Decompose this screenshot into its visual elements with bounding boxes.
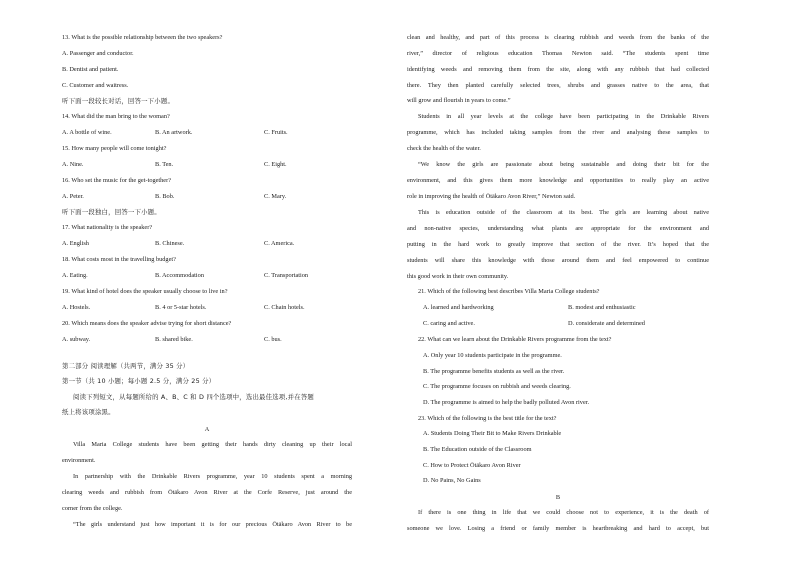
option-22b: B. The programme benefits students as well as the river. <box>423 368 565 375</box>
option-21c: C. caring and active. <box>423 320 475 327</box>
option-16b: B. Bob. <box>155 193 175 200</box>
question-21: 21. Which of the following best describes Villa Maria College students? <box>418 288 600 295</box>
option-18c: C. Transportation <box>264 272 309 279</box>
option-13c: C. Customer and waitress. <box>62 82 129 89</box>
section1-instruction-line2: 纸上将该项涂黑。 <box>62 408 115 416</box>
option-20b: B. shared bike. <box>155 336 193 343</box>
option-23c: C. How to Protect Ōtākaro Avon River <box>423 462 521 469</box>
passage-a-line: there. They then planted carefully selected trees, shrubs and grasses native to the area, that <box>407 82 709 89</box>
question-17: 17. What nationality is the speaker? <box>62 224 153 231</box>
passage-a-line: “The girls understand just how important it is for our precious Ōtākaro Avon River to be <box>73 521 352 528</box>
passage-a-line: “We know the girls are passionate about being sustainable and doing their bit for the <box>418 161 709 168</box>
question-13: 13. What is the possible relationship between the two speakers? <box>62 34 223 41</box>
option-17a: A. English <box>62 240 89 247</box>
passage-a-line: environment. <box>62 457 96 464</box>
section1-title: 第一节（共 10 小题；每小题 2.5 分，满分 25 分） <box>62 377 216 385</box>
listening-instruction-17-20: 听下面一段独白，回答一下小题。 <box>62 208 161 216</box>
passage-a-line: clean and healthy, and part of this process is clearing rubbish and weeds from the banks of the <box>407 34 709 41</box>
passage-a-line: corner from the college. <box>62 505 123 512</box>
option-13b: B. Dentist and patient. <box>62 66 119 73</box>
passage-a-line: putting in the hard work to greatly improve that section of the river. It’s hoped that the <box>407 241 709 248</box>
option-19c: C. Chain hotels. <box>264 304 305 311</box>
question-16: 16. Who set the music for the get-together? <box>62 177 171 184</box>
question-23: 23. Which of the following is the best title for the text? <box>418 415 557 422</box>
passage-a-line: check the health of the water. <box>407 145 481 152</box>
passage-a-line: identifying weeds and removing them from the site, along with any rubbish that had collected <box>407 66 709 73</box>
option-14a: A. A bottle of wine. <box>62 129 112 136</box>
passage-b-line: If there is one thing in life that we could choose not to experience, it is the death of <box>418 509 709 516</box>
passage-a-line: river,” director of religious education Thomas Newton said. “The students spent time <box>407 50 709 57</box>
option-17b: B. Chinese. <box>155 240 185 247</box>
option-20c: C. bus. <box>264 336 282 343</box>
option-18b: B. Accommodation <box>155 272 204 279</box>
option-19b: B. 4 or 5-star hotels. <box>155 304 207 311</box>
passage-a-line: In partnership with the Drinkable Rivers programme, year 10 students spent a morning <box>73 473 352 480</box>
passage-a-line: will grow and flourish in years to come.” <box>407 97 511 104</box>
passage-a-line: clearing weeds and rubbish from Ōtākaro Avon River at the Corfe Reserve, just around the <box>62 489 352 496</box>
option-15a: A. Nine. <box>62 161 84 168</box>
question-20: 20. Which means does the speaker advise trying for short distance? <box>62 320 232 327</box>
option-15b: B. Ten. <box>155 161 174 168</box>
passage-a-line: role in improving the health of Ōtākaro Avon River,” Newton said. <box>407 193 576 200</box>
option-22a: A. Only year 10 students participate in the programme. <box>423 352 562 359</box>
option-16c: C. Mary. <box>264 193 287 200</box>
option-21d: D. considerate and determined <box>568 320 645 327</box>
passage-a-label: A <box>204 426 210 433</box>
option-23d: D. No Pains, No Gains <box>423 477 481 484</box>
question-22: 22. What can we learn about the Drinkable Rivers programme from the text? <box>418 336 612 343</box>
passage-a-line: this good work in their own community. <box>407 273 509 280</box>
option-14c: C. Fruits. <box>264 129 288 136</box>
passage-a-line: and non-native species, understanding what plants are appropriate for the environment and <box>407 225 709 232</box>
passage-a-line: environment, and this gives them more knowledge and opportunities to really play an active <box>407 177 709 184</box>
option-21a: A. learned and hardworking <box>423 304 494 311</box>
question-18: 18. What costs most in the travelling budget? <box>62 256 176 263</box>
option-21b: B. modest and enthusiastic <box>568 304 636 311</box>
option-22c: C. The programme focuses on rubbish and weeds clearing. <box>423 383 571 390</box>
passage-b-label: B <box>555 494 561 501</box>
option-16a: A. Peter. <box>62 193 84 200</box>
section1-instruction-line1: 阅读下列短文，从每题所给的 A、B、C 和 D 四个选项中，选出最佳选项,并在答题 <box>73 393 314 401</box>
question-14: 14. What did the man bring to the woman? <box>62 113 170 120</box>
passage-a-line: Students in all year levels at the college have been participating in the Drinkable Rivers <box>418 113 709 120</box>
option-20a: A. subway. <box>62 336 91 343</box>
passage-b-line: someone we love. Losing a friend or family member is heartbreaking and hard to accept, but <box>407 525 709 532</box>
passage-a-line: programme, which has included taking samples from the river and analysing these samples to <box>407 129 709 136</box>
option-13a: A. Passenger and conductor. <box>62 50 134 57</box>
option-18a: A. Eating. <box>62 272 88 279</box>
passage-a-line: Villa Maria College students have been getting their hands dirty cleaning up their local <box>73 441 352 448</box>
option-19a: A. Hostels. <box>62 304 91 311</box>
passage-a-line: This is education outside of the classroom at its best. The girls are learning about native <box>418 209 709 216</box>
option-22d: D. The programme is aimed to help the badly polluted Avon river. <box>423 399 590 406</box>
passage-a-line: students will share this knowledge with those around them and feel empowered to continue <box>407 257 709 264</box>
option-23a: A. Students Doing Their Bit to Make Rivers Drinkable <box>423 430 562 437</box>
part2-title: 第二部分 阅读理解（共两节，满分 35 分） <box>62 362 190 370</box>
option-23b: B. The Education outside of the Classroom <box>423 446 532 453</box>
option-15c: C. Eight. <box>264 161 287 168</box>
option-17c: C. America. <box>264 240 295 247</box>
listening-instruction-14-16: 听下面一段较长对话，回答一下小题。 <box>62 97 175 105</box>
option-14b: B. An artwork. <box>155 129 193 136</box>
question-19: 19. What kind of hotel does the speaker usually choose to live in? <box>62 288 228 295</box>
question-15: 15. How many people will come tonight? <box>62 145 167 152</box>
